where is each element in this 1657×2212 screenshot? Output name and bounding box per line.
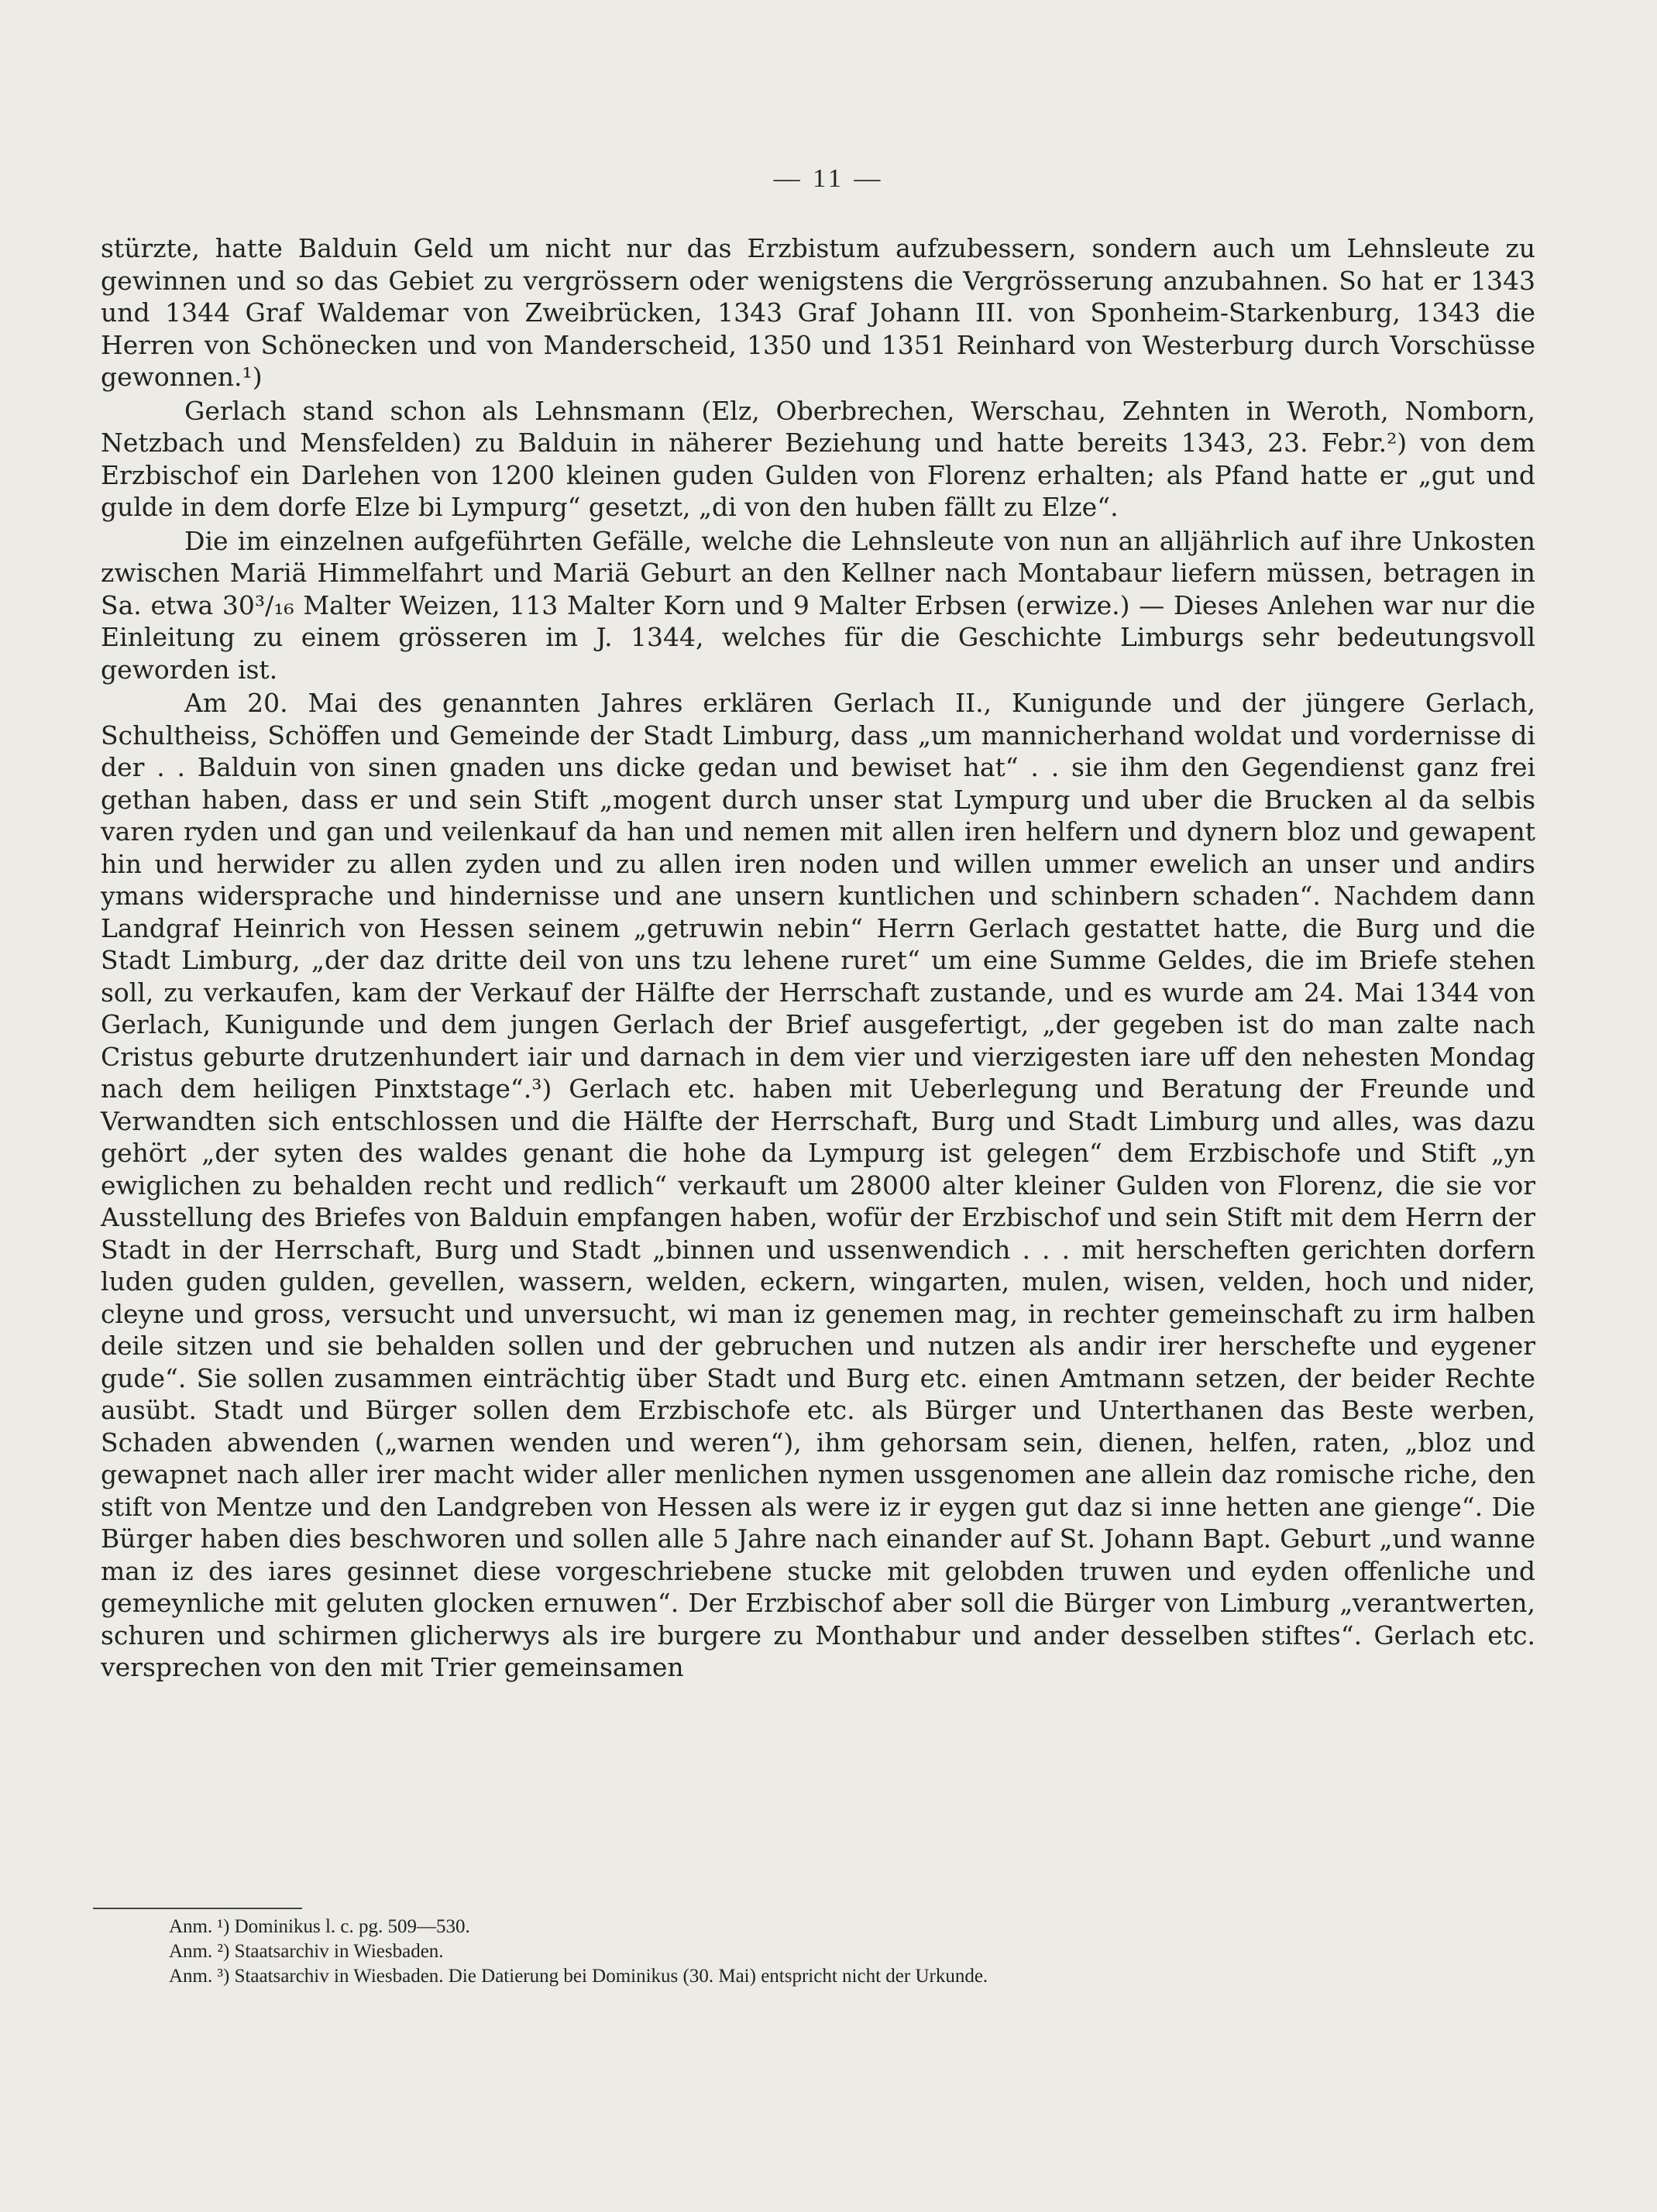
footnote-3: Anm. ³) Staatsarchiv in Wiesbaden. Die Datierung bei Dominikus (30. Mai) entspricht nicht der Urkunde. xyxy=(169,1966,988,1987)
paragraph-1: stürzte, hatte Balduin Geld um nicht nur das Erzbistum aufzubessern, sondern auch um Lehnsleute zu gewinnen und so das Gebiet zu vergrössern oder wenigstens die Vergrösserung anzubahnen. So hat er 1343 und 1344 Graf Waldemar von Zweibrücken, 1343 Graf Johann III. von Sponheim-Starkenburg, 1343 die Herren von Schönecken und von Manderscheid, 1350 und 1351 Reinhard von Westerburg durch Vorschüsse gewonnen.¹) xyxy=(101,233,1535,392)
footnote-2: Anm. ²) Staatsarchiv in Wiesbaden. xyxy=(169,1941,444,1962)
paragraph-4: Am 20. Mai des genannten Jahres erklären Gerlach II., Kunigunde und der jüngere Gerlach, Schultheiss, Schöffen und Gemeinde der Stadt Limburg, dass „um mannicherhand woldat und vordernisse di der . . Balduin von sinen gnaden uns dicke gedan und bewiset hat“ . . sie ihm den Gegendienst ganz frei gethan haben, dass er und sein Stift „mogent durch unser stat Lympurg und uber die Brucken al da selbis varen ryden und gan und veilenkauf da han und nemen mit allen iren helfern und dynern bloz und gewapent hin und herwider zu allen zyden und zu allen iren noden und willen ummer ewelich an unser und andirs ymans widersprache und hindernisse und ane unsern kuntlichen und schinbern schaden“. Nachdem dann Landgraf Heinrich von Hessen seinem „getruwin nebin“ Herrn Gerlach gestattet hatte, die Burg und die Stadt Limburg, „der daz dritte deil von uns tzu lehene ruret“ um eine Summe Geldes, die im Briefe stehen soll, zu verkaufen, kam der Verkauf der Hälfte der Herrschaft zustande, und es wurde am 24. Mai 1344 von Gerlach, Kunigunde und dem jungen Gerlach der Brief ausgefertigt, „der gegeben ist do man zalte nach Cristus geburte drutzenhundert iair und darnach in dem vier und vierzigesten iare uff den nehesten Mondag nach dem heiligen Pinxtstage“.³) Gerlach etc. haben mit Ueberlegung und Beratung der Freunde und Verwandten sich entschlossen und die Hälfte der Herrschaft, Burg und Stadt Limburg und alles, was dazu gehört „der syten des waldes genant die hohe da Lympurg ist gelegen“ dem Erzbischofe und Stift „yn ewiglichen zu behalden recht und redlich“ verkauft um 28000 alter kleiner Gulden von Florenz, die sie vor Ausstellung des Briefes von Balduin empfangen haben, wofür der Erzbischof und sein Stift mit dem Herrn der Stadt in der Herrschaft, Burg und Stadt „binnen und ussenwendich . . . mit herscheften gerichten dorfern luden guden gulden, gevellen, wassern, welden, eckern, wingarten, mulen, wisen, velden, hoch und nider, cleyne und gross, versucht und unversucht, wi man iz genemen mag, in rechter gemeinschaft zu irm halben deile sitzen und sie behalden sollen und der gebruchen und nutzen als andir irer herschefte und eygener gude“. Sie sollen zusammen einträchtig über Stadt und Burg etc. einen Amtmann setzen, der beider Rechte ausübt. Stadt und Bürger sollen dem Erzbischofe etc. als Bürger und Unterthanen das Beste werben, Schaden abwenden („warnen wenden und weren“), ihm gehorsam sein, dienen, helfen, raten, „bloz und gewapnet nach aller irer macht wider aller menlichen nymen ussgenomen ane allein daz romische riche, den stift von Mentze und den Landgreben von Hessen als were iz ir eygen gut daz si inne hetten ane gienge“. Die Bürger haben dies beschworen und sollen alle 5 Jahre nach einander auf St. Johann Bapt. Geburt „und wanne man iz des iares gesinnet diese vorgeschriebene stucke mit gelobden truwen und eyden offenliche und gemeynliche mit geluten glocken ernuwen“. Der Erzbischof aber soll die Bürger von Limburg „verantwerten, schuren und schirmen glicherwys als ire burgere zu Monthabur und ander desselben stiftes“. Gerlach etc. versprechen von den mit Trier gemeinsamen xyxy=(101,688,1535,1682)
paragraph-3: Die im einzelnen aufgeführten Gefälle, welche die Lehnsleute von nun an alljährlich auf ihre Unkosten zwischen Mariä Himmelfahrt und Mariä Geburt an den Kellner nach Montabaur liefern müssen, betragen in Sa. etwa 30³/₁₆ Malter Weizen, 113 Malter Korn und 9 Malter Erbsen (erwize.) — Dieses Anlehen war nur die Einleitung zu einem grösseren im J. 1344, welches für die Geschichte Limburgs sehr bedeutungsvoll geworden ist. xyxy=(101,525,1535,685)
footnote-1: Anm. ¹) Dominikus l. c. pg. 509—530. xyxy=(169,1916,470,1937)
footnote-divider xyxy=(93,1908,302,1909)
body-text xyxy=(101,232,1535,1684)
footnotes xyxy=(169,1915,1532,1989)
paragraph-2: Gerlach stand schon als Lehnsmann (Elz, Oberbrechen, Werschau, Zehnten in Weroth, Nomborn, Netzbach und Mensfelden) zu Balduin in näherer Beziehung und hatte bereits 1343, 23. Febr.²) von dem Erzbischof ein Darlehen von 1200 kleinen guden Gulden von Florenz erhalten; als Pfand hatte er „gut und gulde in dem dorfe Elze bi Lympurg“ gesetzt, „di von den huben fällt zu Elze“. xyxy=(101,395,1535,522)
page-number: — 11 — xyxy=(773,164,884,193)
